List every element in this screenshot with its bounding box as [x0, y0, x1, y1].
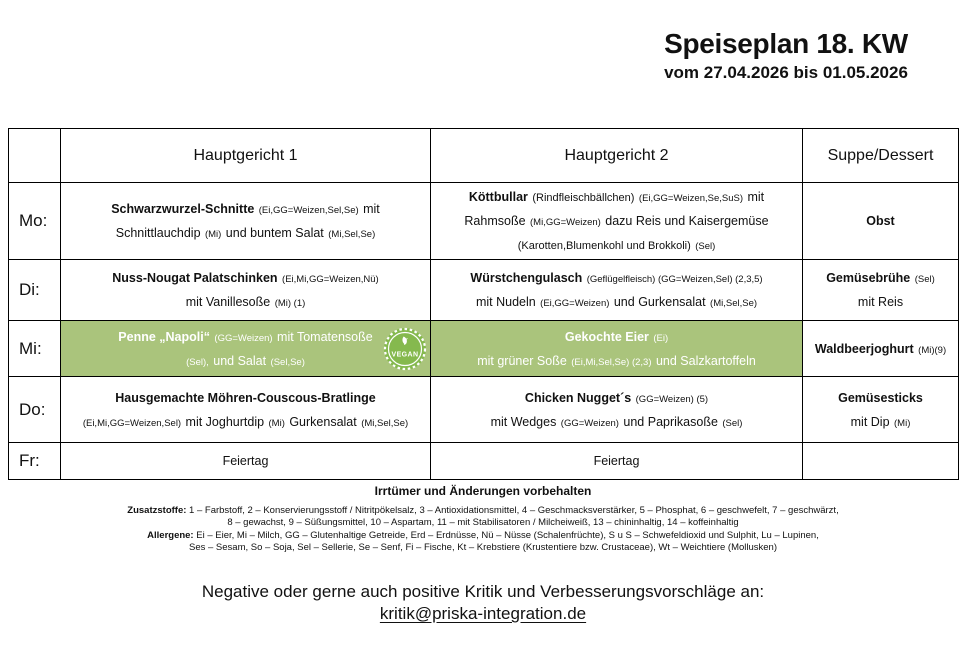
menu-line: mit Nudeln (Ei,GG=Weizen) und Gurkensalat (Mi,Sel,Se) [475, 295, 758, 309]
disclaimer-text: Irrtümer und Änderungen vorbehalten [374, 484, 592, 498]
day-label: Di: [9, 260, 61, 321]
cell-hauptgericht-2 [431, 321, 803, 377]
allergens-text-1: Ei – Eier, Mi – Milch, GG – Glutenhaltige Getreide, Erd – Erdnüsse, Nü – Nüsse (Schalenfrüchte), S u S – Schwefeldioxid und Sulphit, Lu – Lupinen, [196, 529, 819, 541]
menu-line: Köttbullar (Rindfleischbällchen) (Ei,GG=Weizen,Se,SuS) mit [468, 190, 765, 204]
menu-line: Feiertag [593, 454, 640, 468]
header [626, 28, 946, 83]
email-row [0, 604, 966, 624]
menu-table [8, 128, 959, 480]
menu-line: Nuss-Nougat Palatschinken (Ei,Mi,GG=Weizen,Nü) [112, 271, 379, 285]
day-label: Mi: [9, 321, 61, 377]
legend-block [0, 505, 966, 555]
allergens-line-2: Ses – Sesam, So – Soja, Sel – Sellerie, Se – Senf, Fi – Fische, Kt – Krebstiere (Krustentiere bzw. Crustaceae), Wt – Weichtiere (Mollusken) [188, 542, 778, 554]
menu-table-body [9, 183, 959, 480]
table-row [9, 321, 959, 377]
vegan-badge-icon [383, 327, 427, 371]
menu-line: mit Vanillesoße (Mi) (1) [185, 295, 306, 309]
menu-line: Obst [866, 214, 895, 228]
cell-hauptgericht-1 [61, 183, 431, 260]
cell-hauptgericht-2 [431, 443, 803, 480]
allergens-label: Allergene: [147, 529, 194, 541]
cell-hauptgericht-1 [61, 321, 431, 377]
allergens-line-1 [0, 530, 966, 542]
additives-line-1 [0, 505, 966, 517]
date-range: vom 27.04.2026 bis 01.05.2026 [664, 63, 908, 82]
menu-line: Waldbeerjoghurt (Mi)(9) [814, 341, 947, 356]
cell-hauptgericht-1 [61, 377, 431, 443]
cell-suppe-dessert [803, 377, 959, 443]
cell-hauptgericht-1 [61, 443, 431, 480]
menu-line: Feiertag [222, 454, 269, 468]
col-hauptgericht-2: Hauptgericht 2 [431, 129, 803, 183]
menu-line: Würstchengulasch (Geflügelfleisch) (GG=Weizen,Sel) (2,3,5) [470, 271, 763, 285]
cell-suppe-dessert [803, 443, 959, 480]
menu-line: mit Reis [857, 295, 904, 309]
col-hauptgericht-1: Hauptgericht 1 [61, 129, 431, 183]
additives-line-2: 8 – gewachst, 9 – Süßungsmittel, 10 – Aspartam, 11 – mit Stabilisatoren / Milcheiweiß, 13 – chininhaltig, 14 – koffeinhaltig [227, 517, 739, 529]
menu-line: Schwarzwurzel-Schnitte (Ei,GG=Weizen,Sel,Se) mit [111, 202, 380, 216]
cell-hauptgericht-2 [431, 260, 803, 321]
menu-line: mit grüner Soße (Ei,Mi,Sel,Se) (2,3) und Salzkartoffeln [477, 353, 756, 368]
cell-hauptgericht-2 [431, 183, 803, 260]
menu-line: Penne „Napoli“ (GG=Weizen) mit Tomatensoße [118, 329, 373, 344]
cell-suppe-dessert [803, 321, 959, 377]
menu-line: Rahmsoße (Mi,GG=Weizen) dazu Reis und Kaisergemüse [464, 214, 769, 228]
header-row [9, 129, 959, 183]
menu-line: mit Dip (Mi) [850, 414, 911, 429]
cell-suppe-dessert [803, 183, 959, 260]
menu-line: Gemüsebrühe (Sel) [826, 271, 935, 285]
menu-line: mit Wedges (GG=Weizen) und Paprikasoße (Sel) [490, 414, 743, 429]
cell-hauptgericht-2 [431, 377, 803, 443]
menu-line: (Sel), und Salat (Sel,Se) [186, 353, 305, 368]
menu-line: Chicken Nugget´s (GG=Weizen) (5) [524, 390, 709, 405]
table-row [9, 183, 959, 260]
page-title: Speiseplan 18. KW [664, 28, 908, 59]
additives-text-1: 1 – Farbstoff, 2 – Konservierungsstoff / Nitritpökelsalz, 3 – Antioxidationsmittel, 4 – Geschmacksverstärker, 5 – Phosphat, 6 – geschwefelt, 7 – geschwärzt, [189, 505, 839, 516]
col-day [9, 129, 61, 183]
svg-text:VEGAN: VEGAN [391, 351, 419, 358]
table-row [9, 377, 959, 443]
menu-line: Schnittlauchdip (Mi) und buntem Salat (Mi,Sel,Se) [115, 226, 376, 240]
cell-hauptgericht-1 [61, 260, 431, 321]
menu-line: Hausgemachte Möhren-Couscous-Bratlinge [115, 390, 376, 405]
feedback-text: Negative oder gerne auch positive Kritik und Verbesserungsvorschläge an: [201, 582, 765, 601]
menu-line: Gemüsesticks [838, 390, 923, 405]
menu-line: Gekochte Eier (Ei) [564, 329, 669, 344]
menu-line: (Karotten,Blumenkohl und Brokkoli) (Sel) [517, 240, 716, 252]
feedback-email-link[interactable]: kritik@priska-integration.de [379, 604, 587, 623]
table-row [9, 443, 959, 480]
day-label: Do: [9, 377, 61, 443]
table-row [9, 260, 959, 321]
cell-suppe-dessert [803, 260, 959, 321]
col-suppe-dessert: Suppe/Dessert [803, 129, 959, 183]
additives-label: Zusatzstoffe: [127, 505, 187, 516]
day-label: Mo: [9, 183, 61, 260]
day-label: Fr: [9, 443, 61, 480]
menu-line: (Ei,Mi,GG=Weizen,Sel) mit Joghurtdip (Mi) Gurkensalat (Mi,Sel,Se) [82, 414, 409, 429]
